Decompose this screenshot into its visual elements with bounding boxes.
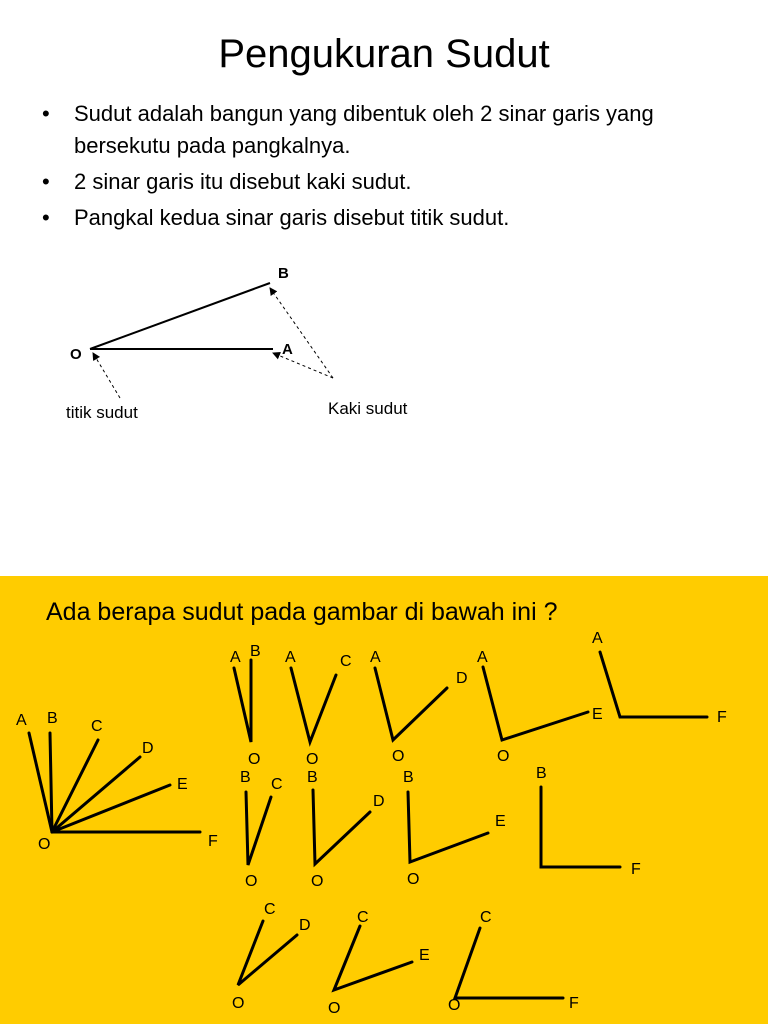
boe-label-o: O bbox=[407, 871, 420, 888]
fan-label-a: A bbox=[16, 712, 27, 729]
aod-label-o: O bbox=[392, 748, 405, 765]
bod-label-b: B bbox=[307, 769, 318, 786]
cof-label-f: F bbox=[569, 995, 579, 1012]
fan-ray-ob bbox=[50, 733, 52, 832]
exercise-question: Ada berapa sudut pada gambar di bawah ini ? bbox=[46, 598, 558, 626]
angle-boe bbox=[408, 792, 488, 862]
fan-ray-od bbox=[52, 757, 140, 832]
cod-label-d: D bbox=[299, 917, 311, 934]
coe-label-c: C bbox=[357, 909, 369, 926]
boc-label-o: O bbox=[245, 873, 258, 890]
cod-label-o: O bbox=[232, 995, 245, 1012]
bullet-definition: • Sudut adalah bangun yang dibentuk oleh 2 sinar garis yang bersekutu pada pangkalnya. bbox=[40, 98, 730, 162]
aob-label-b: B bbox=[250, 643, 261, 660]
fan-label-c: C bbox=[91, 718, 103, 735]
fan-label-o: O bbox=[38, 836, 51, 853]
label-o: O bbox=[70, 346, 82, 363]
label-a: A bbox=[282, 341, 293, 358]
fan-ray-oe bbox=[52, 785, 170, 832]
aoc-label-c: C bbox=[340, 653, 352, 670]
bf-label-b: B bbox=[536, 765, 547, 782]
angle-aob-1 bbox=[234, 660, 251, 742]
angle-boc bbox=[246, 792, 271, 865]
cod-label-c: C bbox=[264, 901, 276, 918]
angle-aef bbox=[600, 652, 707, 717]
fan-ray-oc bbox=[52, 740, 98, 832]
fan-label-f: F bbox=[208, 833, 218, 850]
angle-aod bbox=[375, 668, 447, 740]
boc-label-c: C bbox=[271, 776, 283, 793]
aod-label-d: D bbox=[456, 670, 468, 687]
cof-label-c: C bbox=[480, 909, 492, 926]
vertex-caption: titik sudut bbox=[66, 403, 138, 422]
bullet-arms: • 2 sinar garis itu disebut kaki sudut. bbox=[40, 166, 730, 198]
fan-label-b: B bbox=[47, 710, 58, 727]
boc-label-b: B bbox=[240, 769, 251, 786]
bf-label-f: F bbox=[631, 861, 641, 878]
angle-bod bbox=[313, 790, 370, 864]
aoc-label-a: A bbox=[285, 649, 296, 666]
arms-caption: Kaki sudut bbox=[328, 399, 408, 418]
boe-label-b: B bbox=[403, 769, 414, 786]
aef-label-a: A bbox=[592, 630, 603, 647]
aoe-label-o: O bbox=[497, 748, 510, 765]
angle-cof bbox=[455, 928, 563, 998]
angle-bf bbox=[541, 787, 620, 867]
angle-aoe bbox=[483, 667, 588, 740]
page-title: Pengukuran Sudut bbox=[218, 32, 550, 76]
bod-label-d: D bbox=[373, 793, 385, 810]
aoc-label-o: O bbox=[306, 751, 319, 768]
fan-label-d: D bbox=[142, 740, 154, 757]
bod-label-o: O bbox=[311, 873, 324, 890]
aoe-label-e: E bbox=[592, 706, 603, 723]
aod-label-a: A bbox=[370, 649, 381, 666]
angle-aoc bbox=[291, 668, 336, 742]
coe-label-o: O bbox=[328, 1000, 341, 1017]
coe-label-e: E bbox=[419, 947, 430, 964]
aef-label-f: F bbox=[717, 709, 727, 726]
fan-ray-oa bbox=[29, 733, 52, 832]
label-b: B bbox=[278, 265, 289, 282]
aob-label-a: A bbox=[230, 649, 241, 666]
angle-cod bbox=[238, 921, 297, 985]
aoe-label-a: A bbox=[477, 649, 488, 666]
aob-label-o: O bbox=[248, 751, 261, 768]
bullet-vertex: • Pangkal kedua sinar garis disebut titik sudut. bbox=[40, 202, 730, 234]
boe-label-e: E bbox=[495, 813, 506, 830]
fan-label-e: E bbox=[177, 776, 188, 793]
angle-coe bbox=[334, 926, 412, 990]
cof-label-o: O bbox=[448, 997, 461, 1014]
